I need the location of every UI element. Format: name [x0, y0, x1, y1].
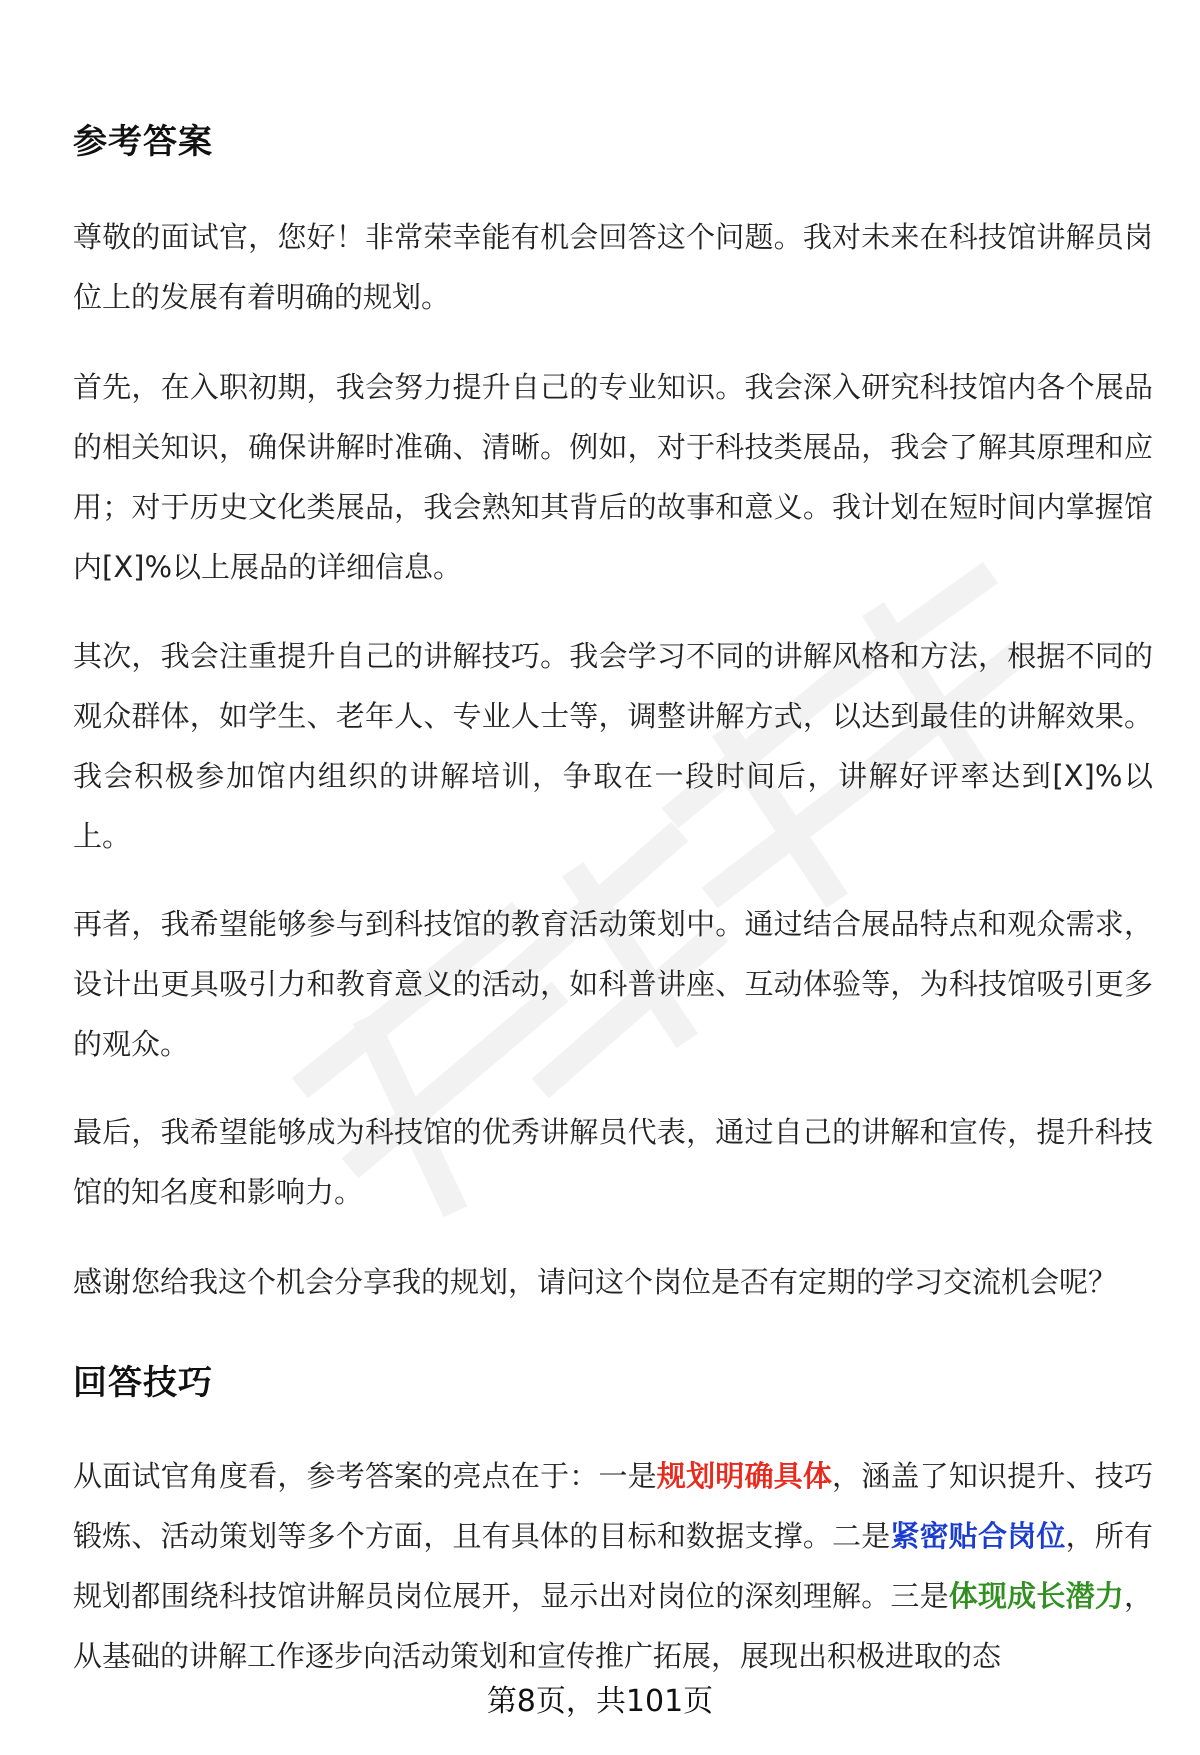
section-title-answer-tips: 回答技巧: [73, 1363, 213, 1403]
tips-text-3: ，从基础的讲解工作逐步向活动策划和宣传推广拓展，展现出积极进取的态: [73, 1579, 1153, 1673]
highlight-fit-position: 紧密贴合岗位: [890, 1519, 1066, 1553]
tips-text-2: ，所有规划都围绕科技馆讲解员岗位展开，显示出对岗位的深刻理解。三是: [73, 1519, 1153, 1613]
tips-text-1: ，涵盖了知识提升、技巧锻炼、活动策划等多个方面，且有具体的目标和数据支撑。二是: [73, 1459, 1153, 1553]
tips-paragraph: [73, 1446, 1153, 1686]
tips-text-intro: 从面试官角度看，参考答案的亮点在于：一是: [73, 1459, 657, 1493]
answer-paragraph-finally: 最后，我希望能够成为科技馆的优秀讲解员代表，通过自己的讲解和宣传，提升科技馆的知名度和影响力。: [73, 1115, 1153, 1209]
answer-paragraph-third: 再者，我希望能够参与到科技馆的教育活动策划中。通过结合展品特点和观众需求，设计出更具吸引力和教育意义的活动，如科普讲座、互动体验等，为科技馆吸引更多的观众。: [73, 907, 1153, 1061]
highlight-growth-potential: 体现成长潜力: [948, 1579, 1124, 1613]
answer-paragraph-first: 首先，在入职初期，我会努力提升自己的专业知识。我会深入研究科技馆内各个展品的相关知识，确保讲解时准确、清晰。例如，对于科技类展品，我会了解其原理和应用；对于历史文化类展品，我会熟知其背后的故事和意义。我计划在短时间内掌握馆内[X]%以上展品的详细信息。: [73, 370, 1153, 584]
answer-paragraph-second: 其次，我会注重提升自己的讲解技巧。我会学习不同的讲解风格和方法，根据不同的观众群体，如学生、老年人、专业人士等，调整讲解方式，以达到最佳的讲解效果。我会积极参加馆内组织的讲解培训，争取在一段时间后，讲解好评率达到[X]%以上。: [73, 639, 1153, 853]
answer-paragraph-closing: 感谢您给我这个机会分享我的规划，请问这个岗位是否有定期的学习交流机会呢？: [73, 1265, 1118, 1299]
page-number-footer: 第8页，共101页: [486, 1684, 714, 1719]
answer-paragraph-greeting: 尊敬的面试官，您好！非常荣幸能有机会回答这个问题。我对未来在科技馆讲解员岗位上的发展有着明确的规划。: [73, 220, 1153, 314]
section-title-reference-answer: 参考答案: [73, 122, 213, 162]
highlight-plan-specific: 规划明确具体: [656, 1459, 833, 1493]
